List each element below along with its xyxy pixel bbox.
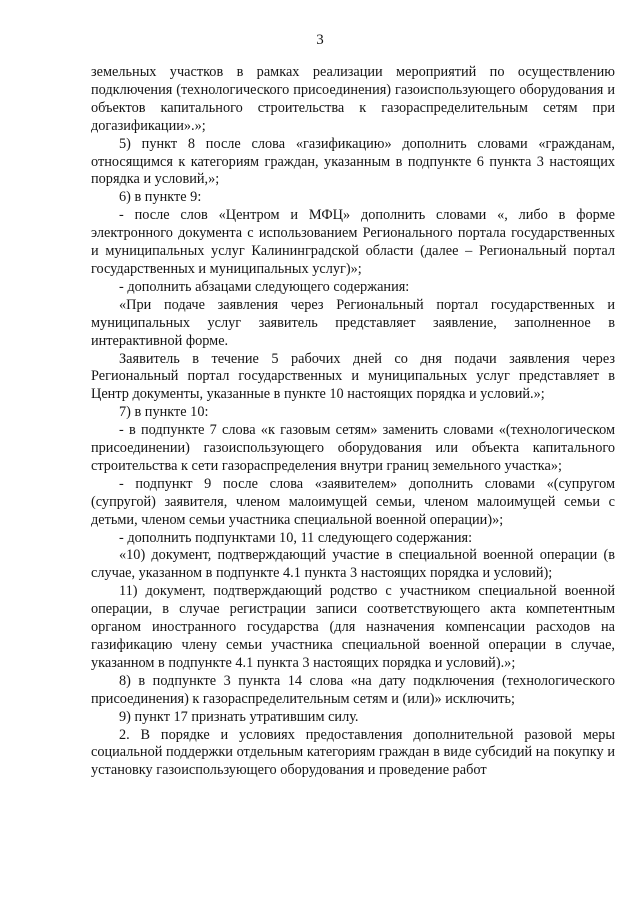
paragraph: 7) в пункте 10: (119, 404, 209, 421)
paragraph: 2. В порядке и условиях предоставления дополнительной разовой меры социальной поддержки отдельным категориям граждан в виде субсидий на покупку и установку газоиспользующего оборудования и проведение работ (91, 726, 615, 779)
paragraph: 9) пункт 17 признать утратившим силу. (119, 708, 359, 725)
paragraph: - дополнить подпунктами 10, 11 следующего содержания: (119, 529, 473, 546)
paragraph: Заявитель в течение 5 рабочих дней со дня подачи заявления через Региональный портал государственных и муниципальных услуг представляет в Центр документы, указанные в пункте 10 настоящих порядка и условий.»; (91, 350, 615, 403)
paragraph: 8) в подпункте 3 пункта 14 слова «на дату подключения (технологического присоединения) к газораспределительным сетям и (или)» исключить; (91, 672, 615, 707)
paragraph: 11) документ, подтверждающий родство с участником специальной военной операции, в случае регистрации записи соответствующего акта компетентным органом иностранного государства (для назначения компенсации расходов на газификацию члену семьи участника специальной военной операции в случае, указанном в подпункте 4.1 пункта 3 настоящих порядка и условий).»; (91, 583, 615, 671)
paragraph: - подпункт 9 после слова «заявителем» дополнить словами «(супругом (супругой) заявителя, членом малоимущей семьи, членом малоимущей семьи с детьми, членом семьи участника специальной военной операции)»; (91, 475, 615, 528)
paragraph: 6) в пункте 9: (119, 189, 202, 206)
paragraph: 5) пункт 8 после слова «газификацию» дополнить словами «гражданам, относящимся к категориям граждан, указанным в подпункте 6 пункта 3 настоящих порядка и условий,»; (91, 135, 615, 188)
document-body (91, 64, 615, 780)
paragraph: - в подпункте 7 слова «к газовым сетям» заменить словами «(технологическом присоединении) газоиспользующего оборудования или объекта капитального строительства к сети газораспределения внутри границ земельного участка»; (91, 422, 615, 474)
paragraph: - дополнить абзацами следующего содержания: (119, 278, 410, 295)
paragraph: «При подаче заявления через Региональный портал государственных и муниципальных услуг заявитель представляет заявление, заполненное в интерактивной форме. (91, 296, 615, 349)
page-number: 3 (316, 32, 324, 48)
paragraph: земельных участков в рамках реализации мероприятий по осуществлению подключения (технологического присоединения) газоиспользующего оборудования и объектов капитального строительства к газораспределительным сетям при догазификации».»; (91, 64, 615, 134)
paragraph: «10) документ, подтверждающий участие в специальной военной операции (в случае, указанном в подпункте 4.1 пункта 3 настоящих порядка и условий); (91, 547, 615, 582)
paragraph: - после слов «Центром и МФЦ» дополнить словами «, либо в форме электронного документа с использованием Регионального портала государственных и муниципальных услуг Калининградской области (далее – Региональный портал государственных и муниципальных услуг)»; (91, 207, 615, 277)
